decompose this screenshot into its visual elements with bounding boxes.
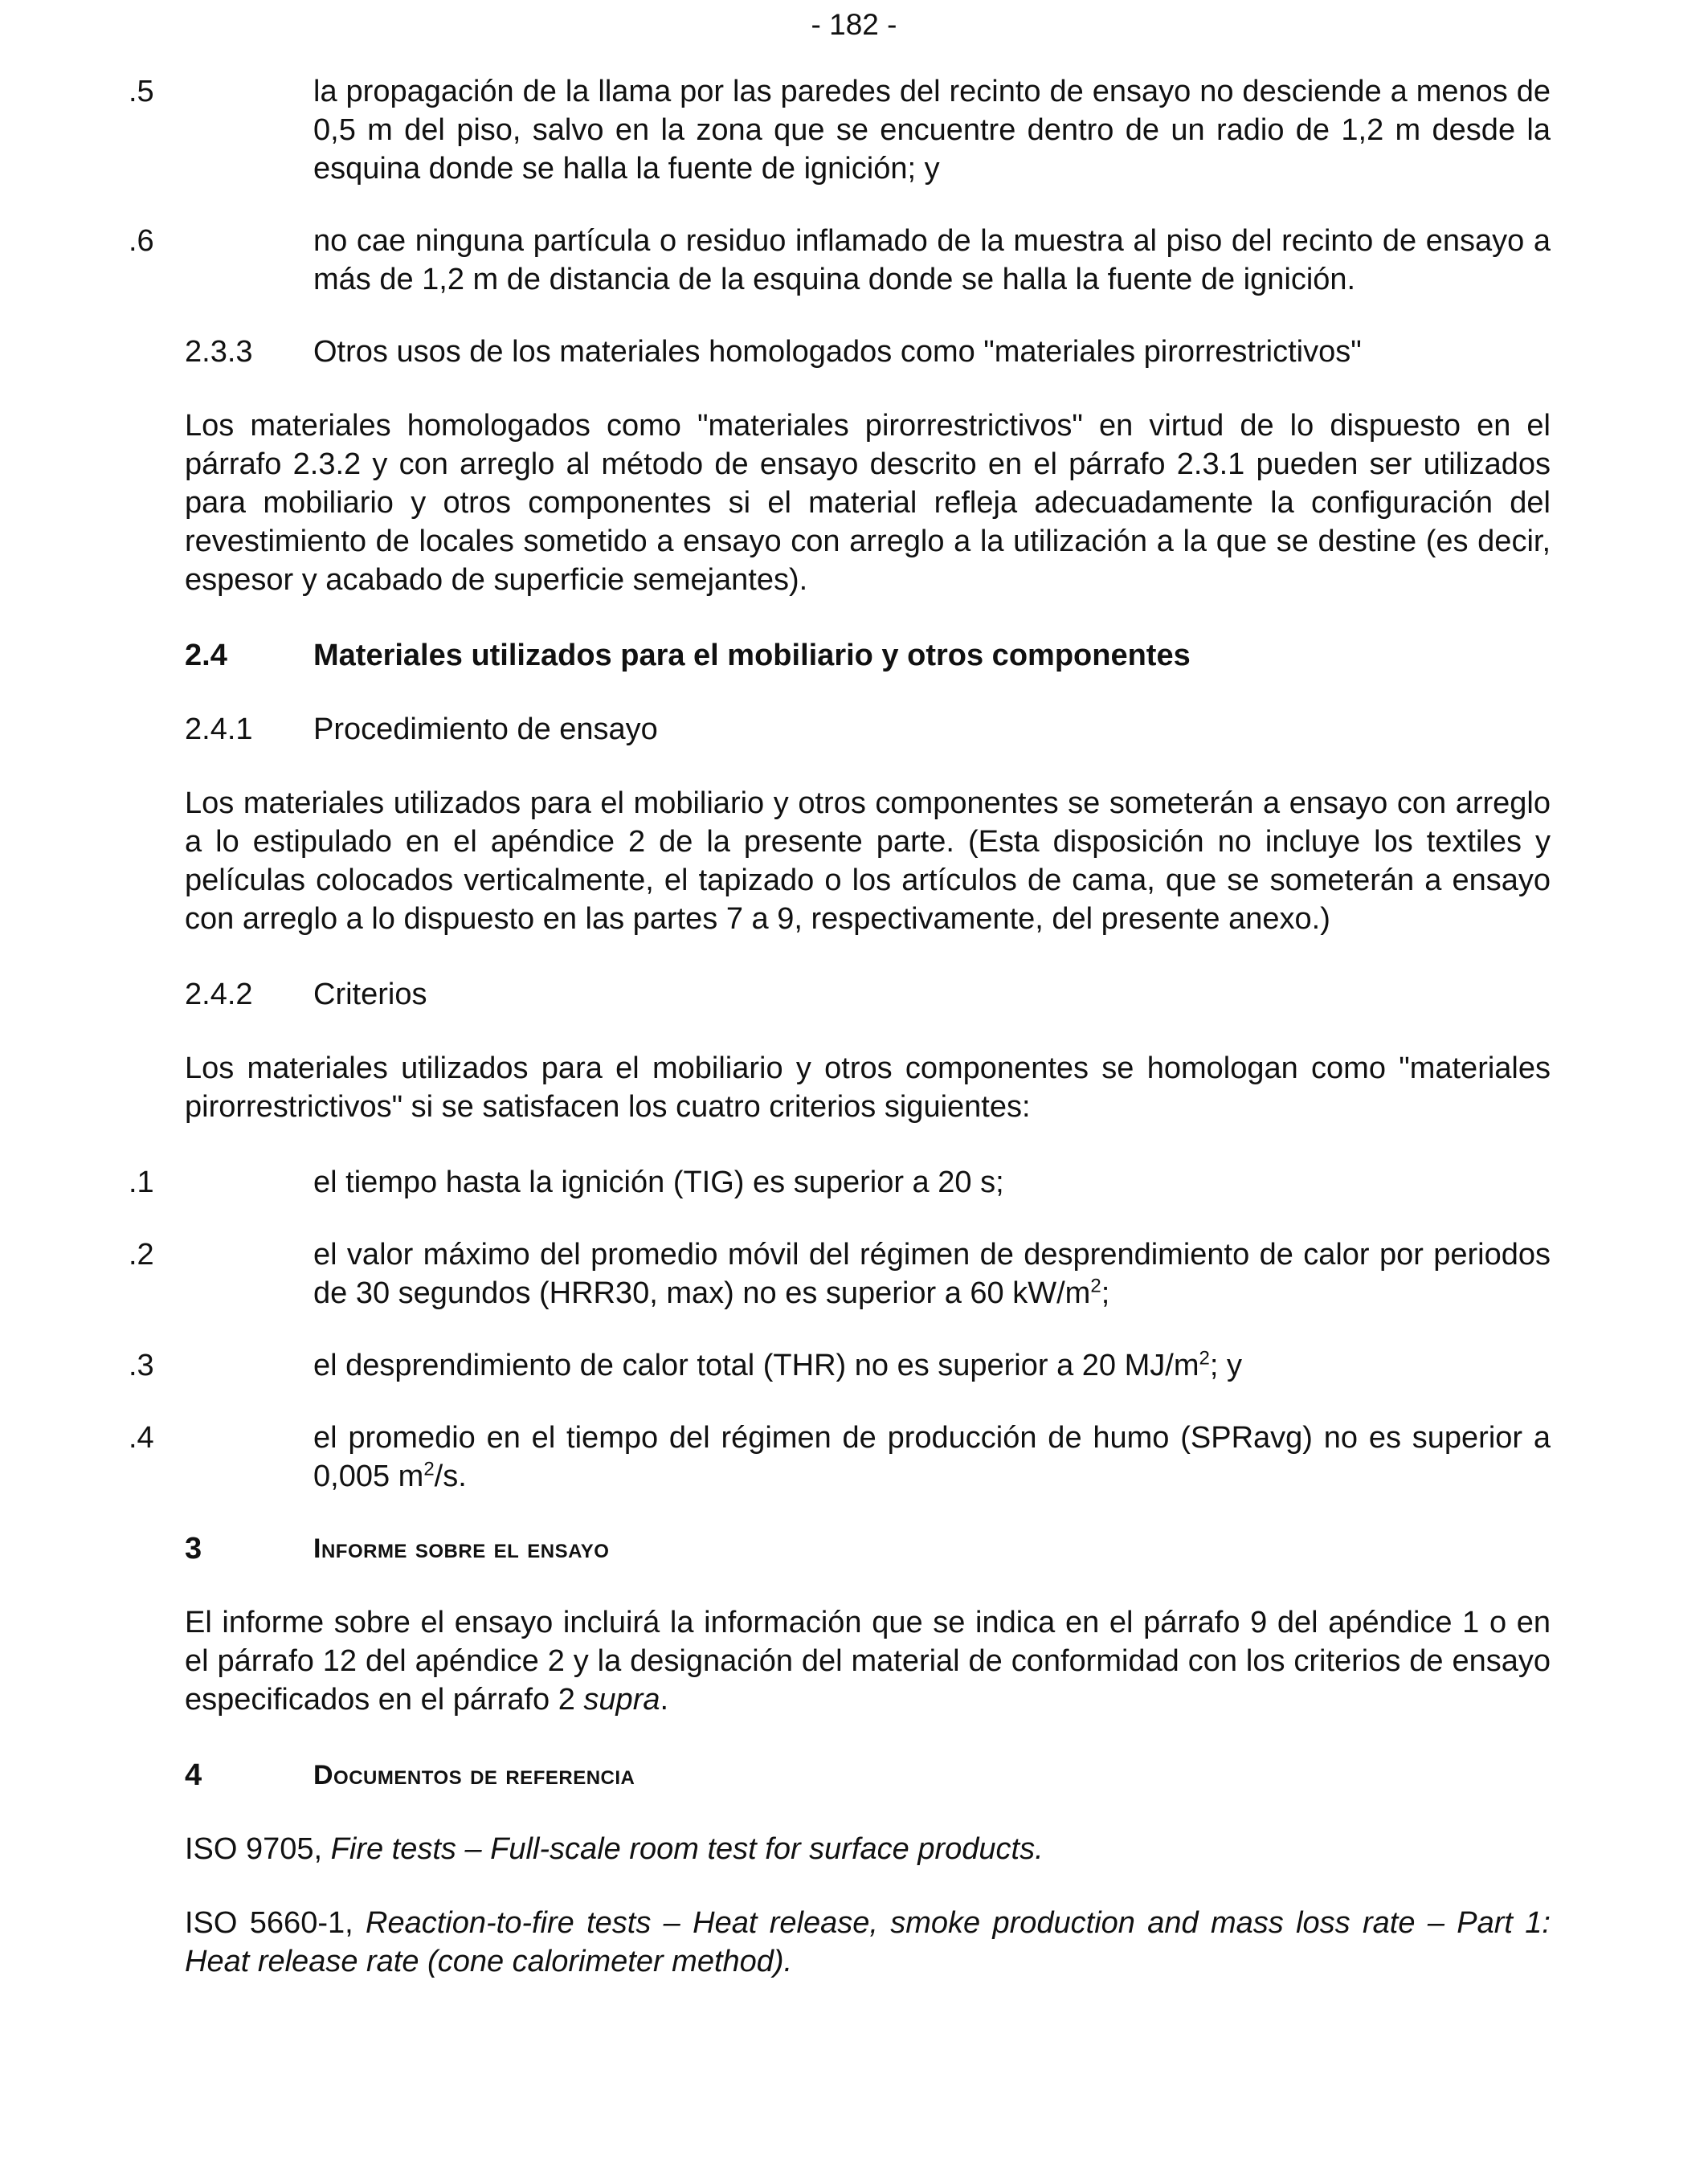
section-heading — [185, 1756, 1551, 1794]
item-text: no cae ninguna partícula o residuo inflamado de la muestra al piso del recinto de ensayo a más de 1,2 m de distancia de la esquina donde se halla la fuente de ignición. — [313, 224, 1551, 296]
paragraph: Los materiales homologados como "materiales pirorrestrictivos" en virtud de lo dispuesto en el párrafo 2.3.2 y con arreglo al método de ensayo descrito en el párrafo 2.3.1 pueden ser utilizados para mobiliario y otros componentes si el material refleja adecuadamente la configuración del revestimiento de locales sometido a ensayo con arreglo a la utilización a la que se destine (es decir, espesor y acabado de superficie semejantes). — [185, 409, 1551, 597]
item-number: .4 — [129, 1421, 154, 1455]
item-text — [313, 1235, 1551, 1313]
reference-code: ISO 5660-1, — [185, 1906, 366, 1940]
item-number: .3 — [129, 1349, 154, 1382]
section-heading — [185, 1529, 1551, 1568]
paragraph-tail: . — [660, 1683, 669, 1717]
page-content — [129, 72, 1551, 2016]
section-number: 2.4.1 — [185, 712, 253, 746]
section-number: 2.4 — [185, 639, 227, 672]
superscript: 2 — [1199, 1347, 1210, 1370]
section-title: Criterios — [313, 978, 427, 1011]
section-heading — [185, 333, 1551, 371]
section-heading — [185, 975, 1551, 1014]
italic-text: supra — [583, 1683, 660, 1717]
item-text — [313, 1346, 1551, 1385]
paragraph-text: El informe sobre el ensayo incluirá la información que se indica en el párrafo 9 del apéndice 1 o en el párrafo 12 del apéndice 2 y la designación del material de conformidad con los criterios de ensayo especificados en el párrafo 2 — [185, 1606, 1551, 1717]
list-item — [0, 222, 1551, 299]
item-text-main: el tiempo hasta la ignición (TIG) es superior a 20 s; — [313, 1166, 1004, 1199]
section-heading — [185, 710, 1551, 749]
page-number: - 182 - — [811, 8, 897, 41]
section-title: Otros usos de los materiales homologados como "materiales pirorrestrictivos" — [313, 335, 1362, 369]
reference-title: Reaction-to-fire tests – Heat release, smoke production and mass loss rate – Part 1: Heat release rate (cone calorimeter method). — [185, 1906, 1551, 1978]
reference-item — [185, 1830, 1551, 1868]
item-text: la propagación de la llama por las paredes del recinto de ensayo no desciende a menos de 0,5 m del piso, salvo en la zona que se encuentre dentro de un radio de 1,2 m desde la esquina donde se halla la fuente de ignición; y — [313, 75, 1551, 186]
item-number: .5 — [129, 75, 154, 108]
reference-title: Fire tests – Full-scale room test for surface products. — [330, 1832, 1044, 1866]
section-number: 2.3.3 — [185, 335, 253, 369]
section-title: Procedimiento de ensayo — [313, 712, 658, 746]
section-number: 2.4.2 — [185, 978, 253, 1011]
item-text-tail: ; — [1101, 1276, 1110, 1310]
section-heading — [185, 636, 1551, 675]
item-text-main: el promedio en el tiempo del régimen de producción de humo (SPRavg) no es superior a 0,005 m — [313, 1421, 1551, 1493]
item-text-main: el desprendimiento de calor total (THR) no es superior a 20 MJ/m — [313, 1349, 1199, 1382]
paragraph — [185, 1603, 1551, 1719]
section-title: Materiales utilizados para el mobiliario y otros componentes — [313, 639, 1191, 672]
item-number: .2 — [129, 1238, 154, 1272]
item-number: .1 — [129, 1166, 154, 1199]
paragraph: Los materiales utilizados para el mobiliario y otros componentes se homologan como "materiales pirorrestrictivos" si se satisfacen los cuatro criterios siguientes: — [185, 1051, 1551, 1124]
superscript: 2 — [423, 1458, 435, 1480]
paragraph: Los materiales utilizados para el mobiliario y otros componentes se someterán a ensayo con arreglo a lo estipulado en el apéndice 2 de la presente parte. (Esta disposición no incluye los textiles y películas colocados verticalmente, el tapizado o los artículos de cama, que se someterán a ensayo con arreglo a lo dispuesto en las partes 7 a 9, respectivamente, del presente anexo.) — [185, 786, 1551, 936]
item-text-main: el valor máximo del promedio móvil del régimen de desprendimiento de calor por periodos de 30 segundos (HRR30, max) no es superior a 60 kW/m — [313, 1238, 1551, 1310]
criteria-item — [129, 1235, 1551, 1313]
item-text-tail: ; y — [1209, 1349, 1242, 1382]
section-number: 3 — [185, 1532, 202, 1566]
item-text — [313, 1419, 1551, 1496]
section-title: Informe sobre el ensayo — [313, 1533, 610, 1564]
item-text-tail: /s. — [434, 1460, 467, 1493]
item-number: .6 — [129, 224, 154, 258]
list-item — [0, 72, 1551, 188]
reference-code: ISO 9705, — [185, 1832, 331, 1866]
superscript: 2 — [1090, 1275, 1101, 1297]
reference-item — [185, 1904, 1551, 1981]
criteria-item — [129, 1163, 1551, 1202]
criteria-item — [129, 1346, 1551, 1385]
criteria-item — [129, 1419, 1551, 1496]
section-title: Documentos de referencia — [313, 1760, 635, 1790]
item-text — [313, 1163, 1551, 1202]
section-number: 4 — [185, 1758, 202, 1792]
